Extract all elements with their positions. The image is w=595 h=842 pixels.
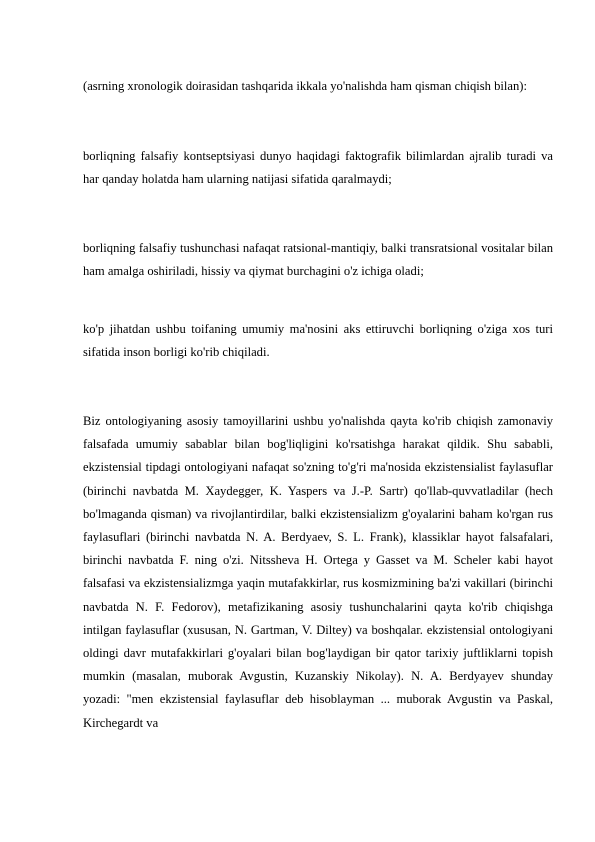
paragraph-notion: borliqning falsafiy tushunchasi nafaqat ratsional-mantiqiy, balki transratsional vositalar bilan ham amalga oshiriladi, hissiy va qiymat burchagini o'z ichiga oladi; <box>83 241 553 279</box>
paragraph-concept: borliqning falsafiy kontseptsiyasi dunyo haqidagi faktografik bilimlardan ajralib turadi va har qanday holatda ham ularning natijasi sifatida qaralmaydi; <box>83 149 553 187</box>
paragraph-human-being: ko'p jihatdan ushbu toifaning umumiy ma'nosini aks ettiruvchi borliqning o'ziga xos turi sifatida inson borligi ko'rib chiqiladi. <box>83 322 553 360</box>
paragraph-intro: (asrning xronologik doirasidan tashqarida ikkala yo'nalishda ham qisman chiqish bilan): <box>83 79 528 93</box>
paragraph-ontology: Biz ontologiyaning asosiy tamoyillarini ushbu yo'nalishda qayta ko'rib chiqish zamonaviy falsafada umumiy sabablar bilan bog'liqligini ko'rsatishga harakat qildik. Shu sababli, ekzistensial tipdagi ontologiyani nafaqat so'zning to'g'ri ma'nosida ekzistensialist faylasuflar (birinchi navbatda M. Xaydegger, K. Yaspers va J.-P. Sartr) qo'llab-quvvatladilar (hech bo'lmaganda qisman) va rivojlantirdilar, balki ekzistensializm g'oyalarini baham ko'rgan rus faylasuflari (birinchi navbatda N. A. Berdyaev, S. L. Frank), klassiklar hayot falsafalari, birinchi navbatda F. ning o'zi. Nitssheva H. Ortega y Gasset va M. Scheler kabi hayot falsafasi va ekzistensializmga yaqin mutafakkirlar, rus kosmizmining ba'zi vakillari (birinchi navbatda N. F. Fedorov), metafizikaning asosiy tushunchalarini qayta ko'rib chiqishga intilgan faylasuflar (xususan, N. Gartman, V. Diltey) va boshqalar. ekzistensial ontologiyani oldingi davr mutafakkirlari g'oyalari bilan bog'laydigan bir qator tarixiy juftliklarni topish mumkin (masalan, muborak Avgustin, Kuzanskiy Nikolay). N. A. Berdyayev shunday yozadi: "men ekzistensial faylasuflar deb hisoblayman ... muborak Avgustin va Paskal, Kirchegardt va <box>83 414 553 730</box>
